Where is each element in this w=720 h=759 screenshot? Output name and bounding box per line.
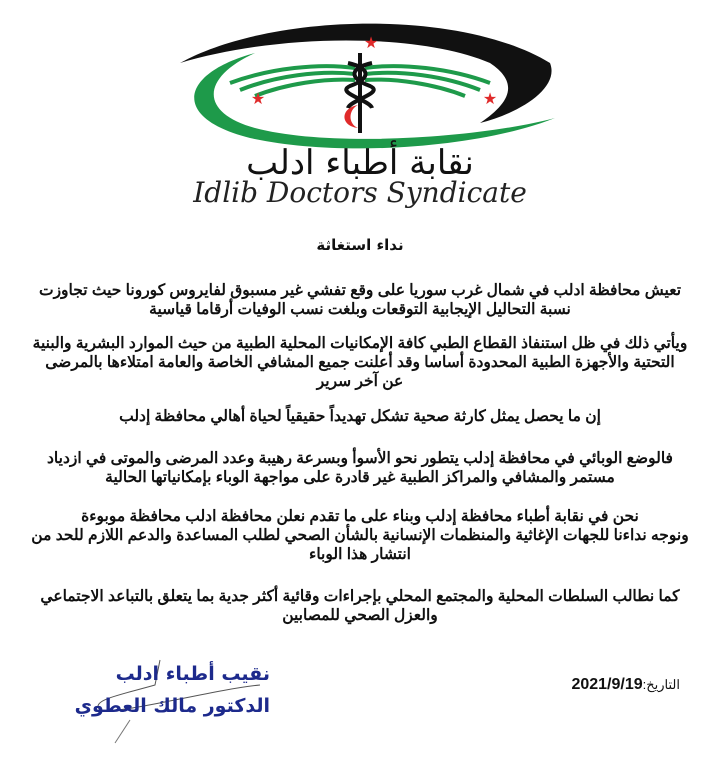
document-date — [571, 676, 680, 694]
text-line: إن ما يحصل يمثل كارثة صحية تشكل تهديداً حقيقياً لحياة أهالي محافظة إدلب — [119, 408, 601, 425]
text-line: انتشار هذا الوباء — [309, 546, 411, 563]
text-line: مستمر والمشافي والمراكز الطبية غير قادرة على مواجهة الوباء بإمكانياتها الحالية — [105, 469, 615, 486]
signature-block — [60, 655, 270, 745]
document-title: نداء استغاثة — [316, 236, 404, 254]
paragraph-2 — [30, 334, 690, 391]
paragraph-1 — [30, 281, 690, 319]
signatory-title: نقيب أطباء ادلب — [115, 663, 270, 685]
syndicate-logo — [160, 8, 560, 158]
paragraph-3 — [30, 407, 690, 426]
text-line: والعزل الصحي للمصابين — [282, 607, 438, 624]
signatory-name: الدكتور مالك العطوي — [74, 695, 270, 717]
paragraph-5 — [30, 507, 690, 564]
text-line: نسبة التحاليل الإيجابية التوقعات وبلغت نسب الوفيات أرقاما قياسية — [149, 301, 571, 318]
text-line: ويأتي ذلك في ظل استنفاذ القطاع الطبي كافة الإمكانيات المحلية الطبية من حيث الموارد البشرية والبنية — [32, 335, 688, 352]
org-name-english: Idlib Doctors Syndicate — [193, 176, 527, 209]
red-crescent-icon — [345, 105, 359, 128]
svg-text:★: ★ — [363, 33, 379, 52]
text-line: عن آخر سرير — [316, 373, 404, 390]
text-line: كما نطالب السلطات المحلية والمجتمع المحلي بإجراءات وقائية أكثر جدية بما يتعلق بالتباعد الاجتماعي — [40, 588, 680, 605]
org-name-arabic: نقابة أطباء ادلب — [246, 143, 474, 183]
paragraph-6 — [30, 587, 690, 625]
paragraph-4 — [30, 449, 690, 487]
text-line: نحن في نقابة أطباء محافظة إدلب وبناء على ما تقدم نعلن محافظة ادلب محافظة موبوءة — [81, 508, 639, 525]
date-value: 2021/9/19 — [571, 676, 643, 693]
svg-text:★: ★ — [250, 89, 266, 108]
text-line: فالوضع الوبائي في محافظة إدلب يتطور نحو الأسوأ وبسرعة رهيبة وعدد المرضى والموتى في ازدياد — [47, 450, 673, 467]
text-line: ونوجه نداءنا للجهات الإغاثية والمنظمات الإنسانية بالشأن الصحي لطلب المساعدة والدعم اللازم للحد من — [31, 527, 689, 544]
text-line: التحتية والأجهزة الطبية المحدودة أساسا وقد أعلنت جميع المشافي الخاصة والعامة امتلاءها بالمرضى — [45, 354, 675, 371]
date-label: التاريخ: — [642, 677, 680, 692]
svg-text:★: ★ — [482, 89, 498, 108]
text-line: تعيش محافظة ادلب في شمال غرب سوريا على وقع تفشي غير مسبوق لفايروس كورونا حيث تجاوزت — [38, 282, 682, 299]
